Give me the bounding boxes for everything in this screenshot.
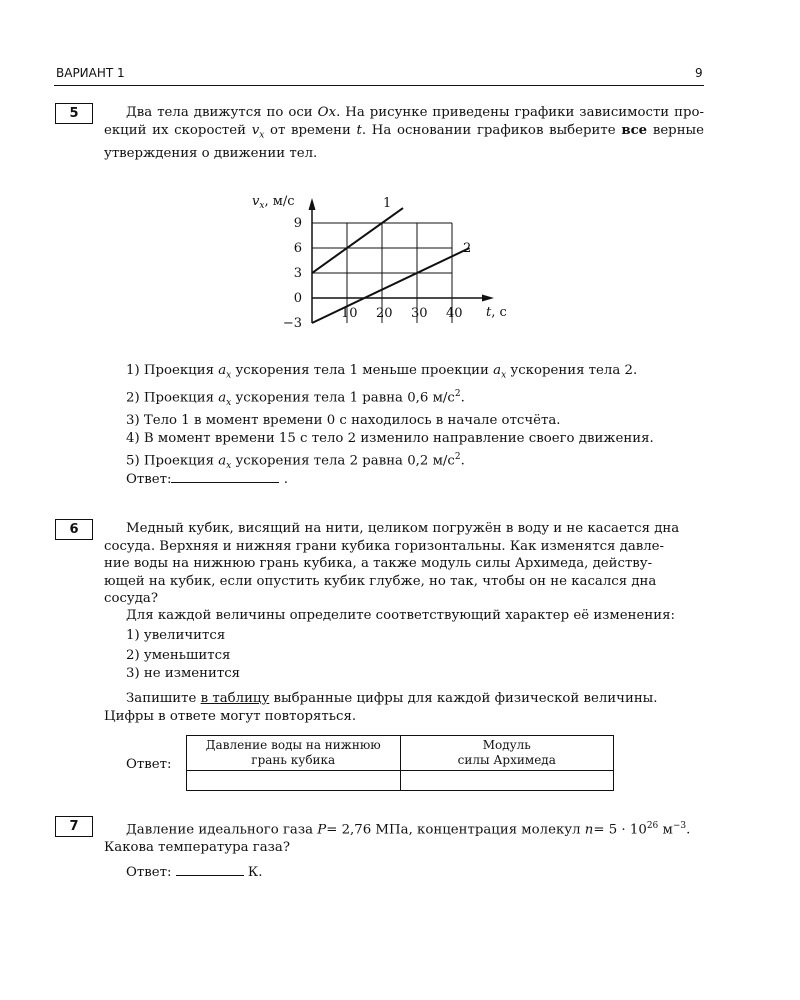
y-axis-label: $v_x$, м/с bbox=[252, 194, 295, 212]
statement-4: 4) В момент времени 15 с тело 2 изменило направление своего движения. bbox=[126, 430, 654, 446]
task-7-answer: Ответ: К. bbox=[126, 865, 263, 880]
y-tick-label: 9 bbox=[293, 216, 302, 232]
statement-5: 5) Проекция $a_x$ ускорения тела 2 равна 0,2 $м/с^2$. bbox=[126, 451, 465, 471]
chart-labels bbox=[252, 194, 507, 331]
table-header-archimedes: Модуль силы Архимеда bbox=[400, 736, 614, 771]
table-header-pressure: Давление воды на нижнюю грань кубика bbox=[187, 736, 401, 771]
option-increase: 1) увеличится bbox=[126, 628, 226, 643]
answer-cell-pressure[interactable] bbox=[187, 771, 401, 791]
y-tick-label: 3 bbox=[293, 266, 302, 282]
series-line-1 bbox=[312, 208, 403, 273]
task-6-instruction: Для каждой величины определите соответствующий характер её изменения: bbox=[126, 608, 675, 623]
task-7-number: 7 bbox=[55, 816, 93, 837]
header-divider bbox=[54, 85, 704, 86]
statement-3: 3) Тело 1 в момент времени 0 с находилось в начале отсчёта. bbox=[126, 412, 561, 428]
y-tick-label: 0 bbox=[293, 291, 302, 306]
chart-axes bbox=[309, 198, 495, 323]
task-5-answer-field[interactable] bbox=[171, 470, 279, 483]
table-link[interactable]: в таблицу bbox=[200, 691, 270, 706]
x-tick-label: 20 bbox=[376, 306, 393, 321]
task-6-answer-label: Ответ: bbox=[126, 757, 172, 772]
y-tick-label: −3 bbox=[282, 315, 302, 331]
statement-1: 1) Проекция $a_x$ ускорения тела 1 меньше проекции $a_x$ ускорения тела 2. bbox=[126, 363, 638, 381]
variant-label: ВАРИАНТ 1 bbox=[56, 66, 125, 80]
task-6-write-instruction: Запишите в таблицу выбранные цифры для каждой физической величины. Цифры в ответе могут повторяться. bbox=[104, 691, 658, 724]
task-6-number: 6 bbox=[55, 519, 93, 540]
task-7-statement: Давление идеального газа P= 2,76 МПа, концентрация молекул $n= 5 \cdot 10^{26}$ $м^{-3}$. Какова температура газа? bbox=[104, 821, 691, 855]
x-axis-arrow bbox=[482, 295, 494, 302]
series-label-1: 1 bbox=[383, 196, 392, 212]
x-tick-label: 40 bbox=[446, 306, 463, 321]
task-6-answer-table bbox=[186, 735, 614, 791]
y-axis-arrow bbox=[309, 198, 316, 210]
velocity-chart bbox=[240, 185, 507, 335]
answer-cell-archimedes[interactable] bbox=[400, 771, 614, 791]
x-axis-label: t, с bbox=[486, 305, 507, 320]
task-6-statement: Медный кубик, висящий на нити, целиком погружён в воду и не касается дна сосуда. Верхняя и нижняя грани кубика горизонтальны. Как изменятся давле- ние воды на нижнюю грань кубика, а также модуль силы Архимеда, действу- ющей на кубик, если опустить кубик глубже, но так, чтобы он не касался дна сосуда? bbox=[104, 521, 680, 606]
x-tick-label: 10 bbox=[341, 306, 358, 321]
option-unchanged: 3) не изменится bbox=[126, 666, 241, 681]
y-tick-label: 6 bbox=[293, 241, 302, 257]
x-tick-label: 30 bbox=[411, 306, 428, 321]
page-number: 9 bbox=[695, 66, 703, 80]
task-5-statements bbox=[126, 362, 654, 475]
task-7-answer-field[interactable] bbox=[176, 863, 244, 876]
option-decrease: 2) уменьшится bbox=[126, 648, 231, 663]
task-5-answer: Ответ: . bbox=[126, 472, 288, 487]
statement-2: 2) Проекция $a_x$ ускорения тела 1 равна 0,6 $м/с^2$. bbox=[126, 388, 465, 408]
task-5-number: 5 bbox=[55, 103, 93, 124]
series-label-2: 2 bbox=[463, 241, 472, 257]
task-5-statement: Два тела движутся по оси Ox. На рисунке приведены графики зависимости про- екций их скоростей $v_x$ от времени t. На основании графиков выберите все верные утверждения о движении тел. bbox=[104, 105, 705, 161]
